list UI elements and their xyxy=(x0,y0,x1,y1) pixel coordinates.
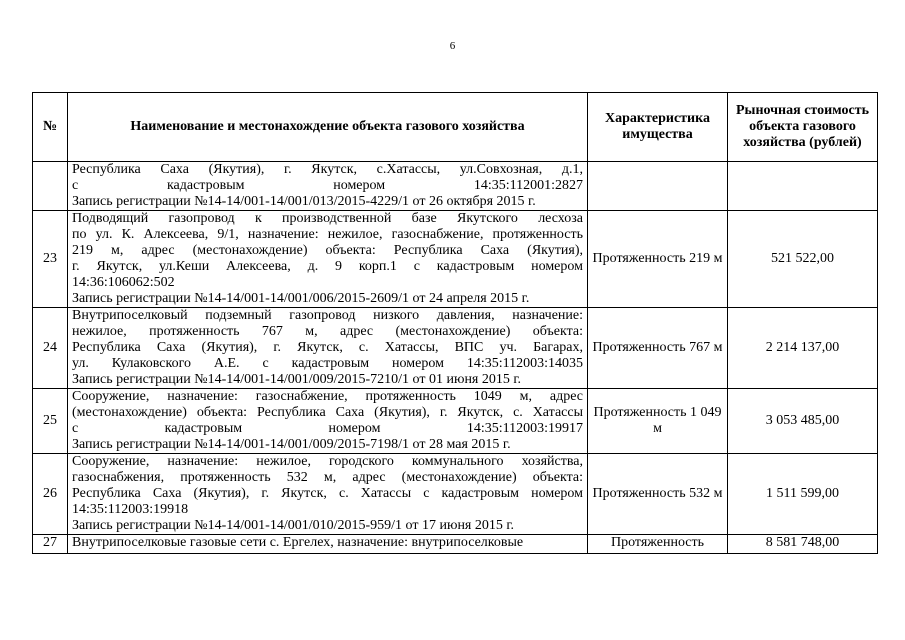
row-number: 26 xyxy=(33,454,68,535)
row-name-line: 219 м, адрес (местонахождение) объекта: Республика Саха (Якутия), xyxy=(72,243,583,258)
row-characteristic: Протяженность xyxy=(588,535,728,554)
row-name-line: с кадастровым номером 14:35:112003:19917 xyxy=(72,421,583,436)
table-body xyxy=(33,162,878,554)
row-name-line: Сооружение, назначение: газоснабжение, протяженность 1049 м, адрес xyxy=(72,389,583,404)
row-name-line: Запись регистрации №14-14/001-14/001/009/2015-7198/1 от 28 мая 2015 г. xyxy=(72,437,511,452)
row-name-line: нежилое, протяженность 767 м, адрес (местонахождение) объекта: xyxy=(72,324,583,339)
row-name-line: Сооружение, назначение: нежилое, городского коммунального хозяйства, xyxy=(72,454,583,469)
row-name-location xyxy=(68,389,588,454)
row-name-line: газоснабжения, протяженность 532 м, адрес (местонахождение) объекта: xyxy=(72,470,583,485)
row-name-line: ул. Кулаковского А.Е. с кадастровым номером 14:35:112003:14035 xyxy=(72,356,583,371)
row-name-line: Республика Саха (Якутия), г. Якутск, с. Хатассы с кадастровым номером xyxy=(72,486,583,501)
row-name-location xyxy=(68,454,588,535)
row-name-line: Республика Саха (Якутия), г. Якутск, с. Хатассы, ВПС уч. Багарах, xyxy=(72,340,583,355)
row-name-line: Запись регистрации №14-14/001-14/001/009/2015-7210/1 от 01 июня 2015 г. xyxy=(72,372,522,387)
row-characteristic: Протяженность 219 м xyxy=(588,211,728,308)
table-row xyxy=(33,454,878,535)
row-market-value: 3 053 485,00 xyxy=(728,389,878,454)
row-name-line: Подводящий газопровод к производственной базе Якутского лесхоза xyxy=(72,211,583,226)
header-characteristic: Характеристика имущества xyxy=(588,93,728,162)
row-number: 25 xyxy=(33,389,68,454)
header-market-value: Рыночная стоимость объекта газового хозяйства (рублей) xyxy=(728,93,878,162)
gas-facilities-table xyxy=(32,92,878,554)
table-row xyxy=(33,162,878,211)
row-characteristic: Протяженность 1 049 м xyxy=(588,389,728,454)
row-name-location xyxy=(68,535,588,554)
table-row xyxy=(33,211,878,308)
row-market-value: 8 581 748,00 xyxy=(728,535,878,554)
row-characteristic xyxy=(588,162,728,211)
row-name-line: г. Якутск, ул.Кеши Алексеева, д. 9 корп.1 с кадастровым номером xyxy=(72,259,583,274)
row-name-line: Внутрипоселковые газовые сети с. Ергелех, назначение: внутрипоселковые xyxy=(72,535,524,550)
row-market-value: 1 511 599,00 xyxy=(728,454,878,535)
row-name-line: по ул. К. Алексеева, 9/1, назначение: нежилое, газоснабжение, протяженность xyxy=(72,227,583,242)
row-name-line: Республика Саха (Якутия), г. Якутск, с.Хатассы, ул.Совхозная, д.1, xyxy=(72,162,583,177)
row-number: 24 xyxy=(33,308,68,389)
table-row xyxy=(33,535,878,554)
row-characteristic: Протяженность 767 м xyxy=(588,308,728,389)
row-market-value xyxy=(728,162,878,211)
row-name-line: 14:35:112003:19918 xyxy=(72,502,189,517)
row-name-line: Запись регистрации №14-14/001-14/001/006/2015-2609/1 от 24 апреля 2015 г. xyxy=(72,291,530,306)
row-name-location xyxy=(68,162,588,211)
row-name-line: (местонахождение) объекта: Республика Саха (Якутия), г. Якутск, с. Хатассы xyxy=(72,405,583,420)
row-name-line: Внутрипоселковый подземный газопровод низкого давления, назначение: xyxy=(72,308,583,323)
row-characteristic: Протяженность 532 м xyxy=(588,454,728,535)
row-market-value: 521 522,00 xyxy=(728,211,878,308)
table-row xyxy=(33,389,878,454)
table-header-row xyxy=(33,93,878,162)
header-name-location: Наименование и местонахождение объекта газового хозяйства xyxy=(68,93,588,162)
row-name-location xyxy=(68,308,588,389)
row-name-line: 14:36:106062:502 xyxy=(72,275,175,290)
row-name-location xyxy=(68,211,588,308)
row-number xyxy=(33,162,68,211)
row-number: 27 xyxy=(33,535,68,554)
row-name-line: с кадастровым номером 14:35:112001:2827 xyxy=(72,178,583,193)
row-number: 23 xyxy=(33,211,68,308)
row-market-value: 2 214 137,00 xyxy=(728,308,878,389)
table-row xyxy=(33,308,878,389)
page-number: 6 xyxy=(449,40,456,52)
row-name-line: Запись регистрации №14-14/001-14/001/010/2015-959/1 от 17 июня 2015 г. xyxy=(72,518,515,533)
row-name-line: Запись регистрации №14-14/001-14/001/013/2015-4229/1 от 26 октября 2015 г. xyxy=(72,194,536,209)
header-number: № xyxy=(33,93,68,162)
